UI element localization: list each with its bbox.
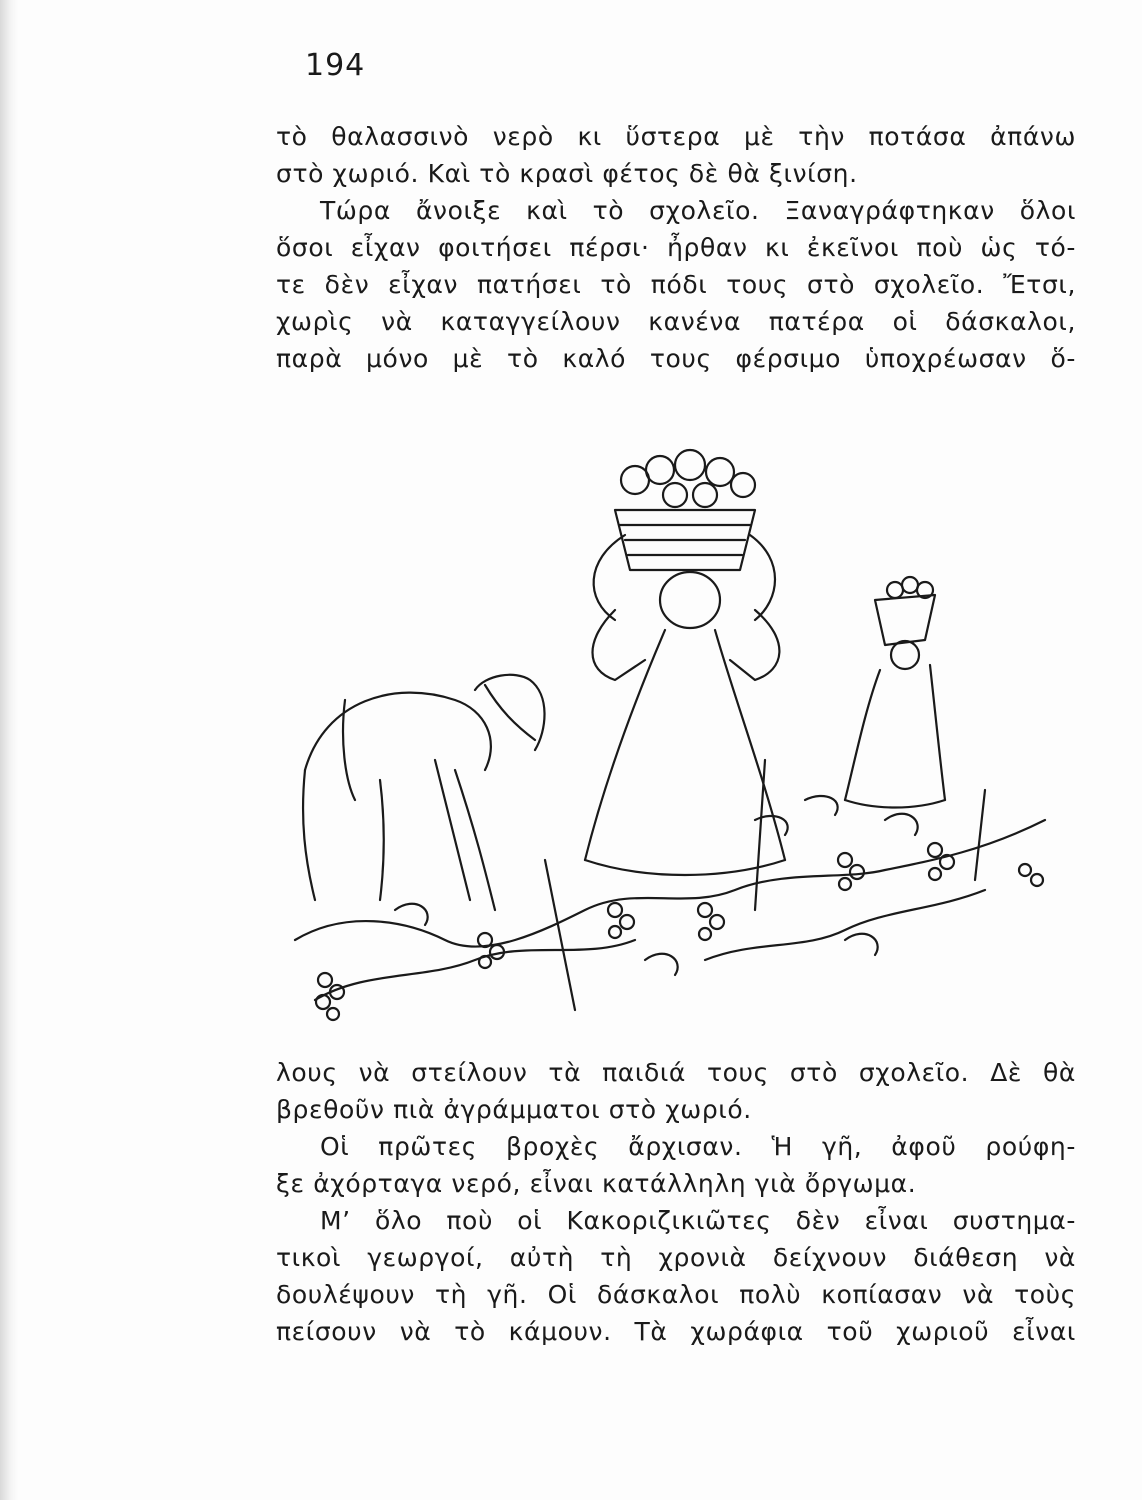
text-line: Οἱ πρῶτες βροχὲς ἄρχισαν. Ἡ γῆ, ἀφοῦ ρούφη- [320, 1132, 1076, 1161]
page-number: 194 [305, 48, 366, 83]
text-line: χωρὶς νὰ καταγγείλουν κανένα πατέρα οἱ δάσκαλοι, [276, 307, 1076, 336]
text-line: πείσουν νὰ τὸ κάμουν. Τὰ χωράφια τοῦ χωριοῦ εἶναι [276, 1317, 1076, 1346]
text-line: ξε ἀχόρταγα νερό, εἶναι κατάλληλη γιὰ ὄργωμα. [276, 1169, 917, 1198]
paragraph-top [276, 118, 1076, 377]
woman-with-basket-figure [585, 450, 785, 875]
page-binding-edge [0, 0, 18, 1500]
text-line: παρὰ μόνο μὲ τὸ καλό τους φέρσιμο ὑποχρέωσαν ὅ- [276, 344, 1076, 373]
text-line: ὅσοι εἶχαν φοιτήσει πέρσι· ἦρθαν κι ἐκεῖνοι ποὺ ὡς τό- [276, 233, 1076, 262]
bending-man-figure [303, 675, 544, 910]
grape-harvest-drawing [285, 440, 1085, 1040]
text-line: Τώρα ἄνοιξε καὶ τὸ σχολεῖο. Ξαναγράφτηκαν ὅλοι [320, 196, 1076, 225]
grape-harvest-illustration [285, 440, 1085, 1040]
text-line: λους νὰ στείλουν τὰ παιδιά τους στὸ σχολεῖο. Δὲ θὰ [276, 1058, 1076, 1087]
text-line: τὸ θαλασσινὸ νερὸ κι ὕστερα μὲ τὴν ποτάσα ἀπάνω [276, 122, 1076, 151]
paragraph-bottom [276, 1054, 1076, 1350]
text-line: Μ’ ὅλο ποὺ οἱ Κακοριζικιῶτες δὲν εἶναι συστημα- [320, 1206, 1076, 1235]
distant-woman-figure [845, 577, 945, 808]
text-line: δουλέψουν τὴ γῆ. Οἱ δάσκαλοι πολὺ κοπίασαν νὰ τοὺς [276, 1280, 1076, 1309]
vineyard-vines [295, 760, 1045, 1020]
text-line: βρεθοῦν πιὰ ἀγράμματοι στὸ χωριό. [276, 1095, 752, 1124]
text-line: τε δὲν εἶχαν πατήσει τὸ πόδι τους στὸ σχολεῖο. Ἔτσι, [276, 270, 1076, 299]
text-line: τικοὶ γεωργοί, αὐτὴ τὴ χρονιὰ δείχνουν διάθεση νὰ [276, 1243, 1076, 1272]
text-line: στὸ χωριό. Καὶ τὸ κρασὶ φέτος δὲ θὰ ξινίση. [276, 159, 858, 188]
